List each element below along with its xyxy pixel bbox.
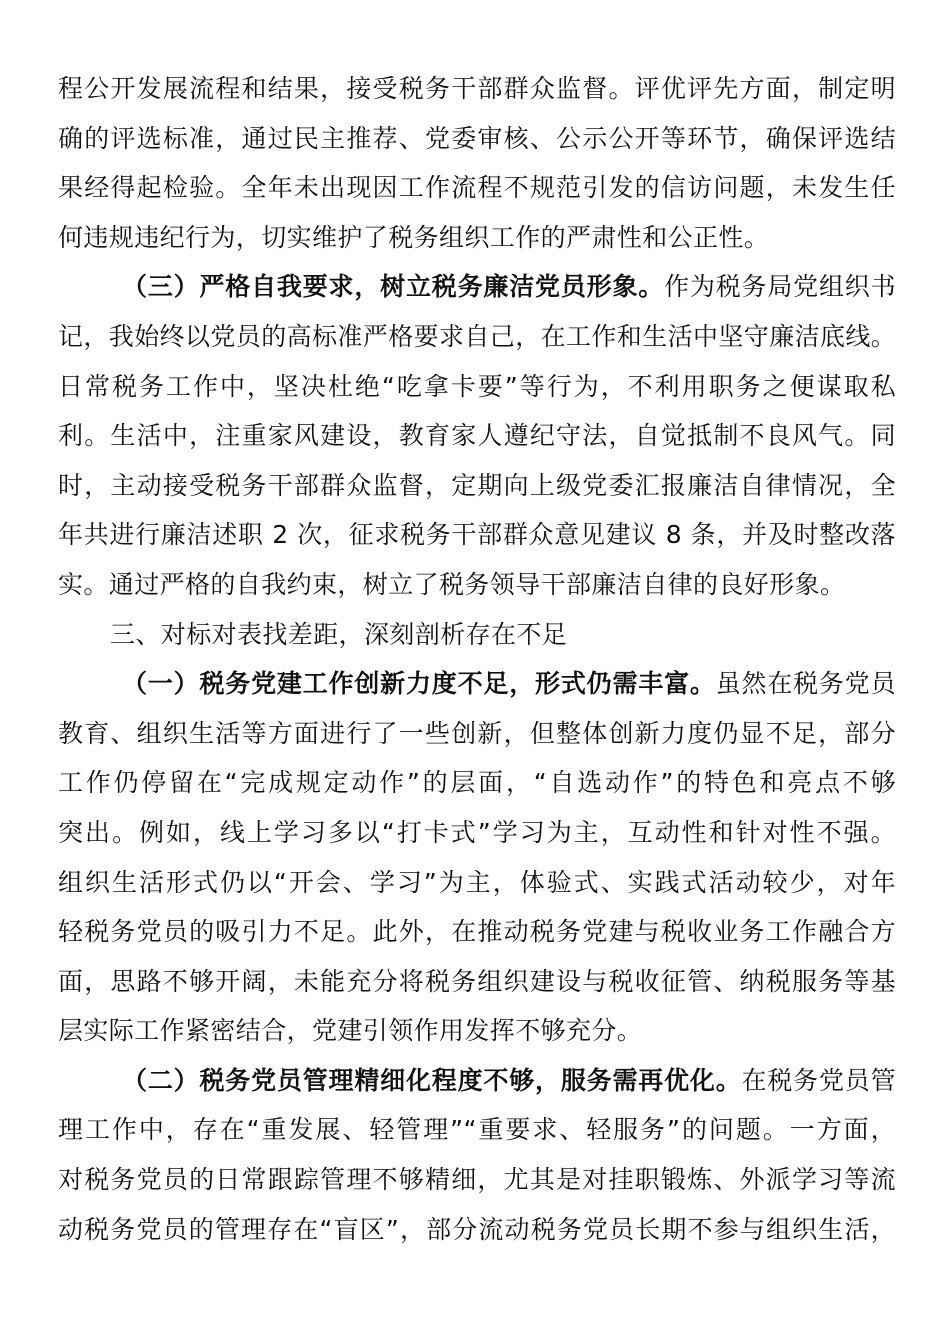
text-line: 动税务党员的管理存在“盲区”，部分流动税务党员长期不参与组织生活， [58, 1214, 896, 1244]
paragraph-evaluation [58, 64, 896, 262]
paragraph-heading: （三）严格自我要求，树立税务廉洁党员形象。 [122, 272, 665, 302]
paragraph-heading: （一）税务党建工作创新力度不足，形式仍需丰富。 [122, 669, 716, 699]
text-line: 工作仍停留在“完成规定动作”的层面，“自选动作”的特色和亮点不够 [58, 768, 896, 798]
text-line: 组织生活形式仍以“开会、学习”为主，体验式、实践式活动较少，对年 [58, 867, 896, 897]
section-title: 三、对标对表找差距，深刻剖析存在不足 [110, 619, 568, 649]
heading-continuation: 虽然在税务党员 [715, 669, 896, 699]
text-line: 层实际工作紧密结合，党建引领作用发挥不够充分。 [58, 1016, 643, 1046]
text-line: 面，思路不够开阔，未能充分将税务组织建设与税收征管、纳税服务等基 [58, 966, 896, 996]
text-line: 教育、组织生活等方面进行了一些创新，但整体创新力度仍显不足，部分 [58, 718, 896, 748]
text-line: 对税务党员的日常跟踪管理不够精细，尤其是对挂职锻炼、外派学习等流 [58, 1165, 896, 1195]
paragraph-member-management [58, 1056, 896, 1254]
document-page [58, 64, 896, 1254]
paragraph-innovation [58, 659, 896, 1056]
paragraph-heading: （二）税务党员管理精细化程度不够，服务需再优化。 [122, 1065, 742, 1095]
paragraph-self-discipline [58, 262, 896, 609]
text-line: 日常税务工作中，坚决杜绝“吃拿卡要”等行为，不利用职务之便谋取私 [58, 371, 896, 401]
text-line: 时，主动接受税务干部群众监督，定期向上级党委汇报廉洁自律情况，全 [58, 470, 896, 500]
text-line: 突出。例如，线上学习多以“打卡式”学习为主，互动性和针对性不强。 [58, 817, 896, 847]
text-line [58, 1056, 896, 1106]
text-line [58, 659, 896, 709]
text-line: 理工作中，存在“重发展、轻管理”“重要求、轻服务”的问题。一方面， [58, 1115, 896, 1145]
text-line: 何违规违纪行为，切实维护了税务组织工作的严肃性和公正性。 [58, 222, 770, 252]
heading-continuation: 作为税务局党组织书 [664, 272, 897, 302]
text-line: 利。生活中，注重家风建设，教育家人遵纪守法，自觉抵制不良风气。同 [58, 421, 896, 451]
text-line [58, 262, 896, 312]
text-line: 确的评选标准，通过民主推荐、党委审核、公示公开等环节，确保评选结 [58, 123, 896, 153]
text-line: 果经得起检验。全年未出现因工作流程不规范引发的信访问题，未发生任 [58, 173, 896, 203]
text-line: 程公开发展流程和结果，接受税务干部群众监督。评优评先方面，制定明 [58, 74, 896, 103]
heading-continuation: 在税务党员管 [741, 1065, 896, 1095]
text-line: 实。通过严格的自我约束，树立了税务领导干部廉洁自律的良好形象。 [58, 569, 846, 599]
text-line: 年共进行廉洁述职 2 次，征求税务干部群众意见建议 8 条，并及时整改落 [58, 520, 896, 550]
text-line: 轻税务党员的吸引力不足。此外，在推动税务党建与税收业务工作融合方 [58, 917, 896, 947]
text-line: 记，我始终以党员的高标准严格要求自己，在工作和生活中坚守廉洁底线。 [58, 321, 897, 351]
